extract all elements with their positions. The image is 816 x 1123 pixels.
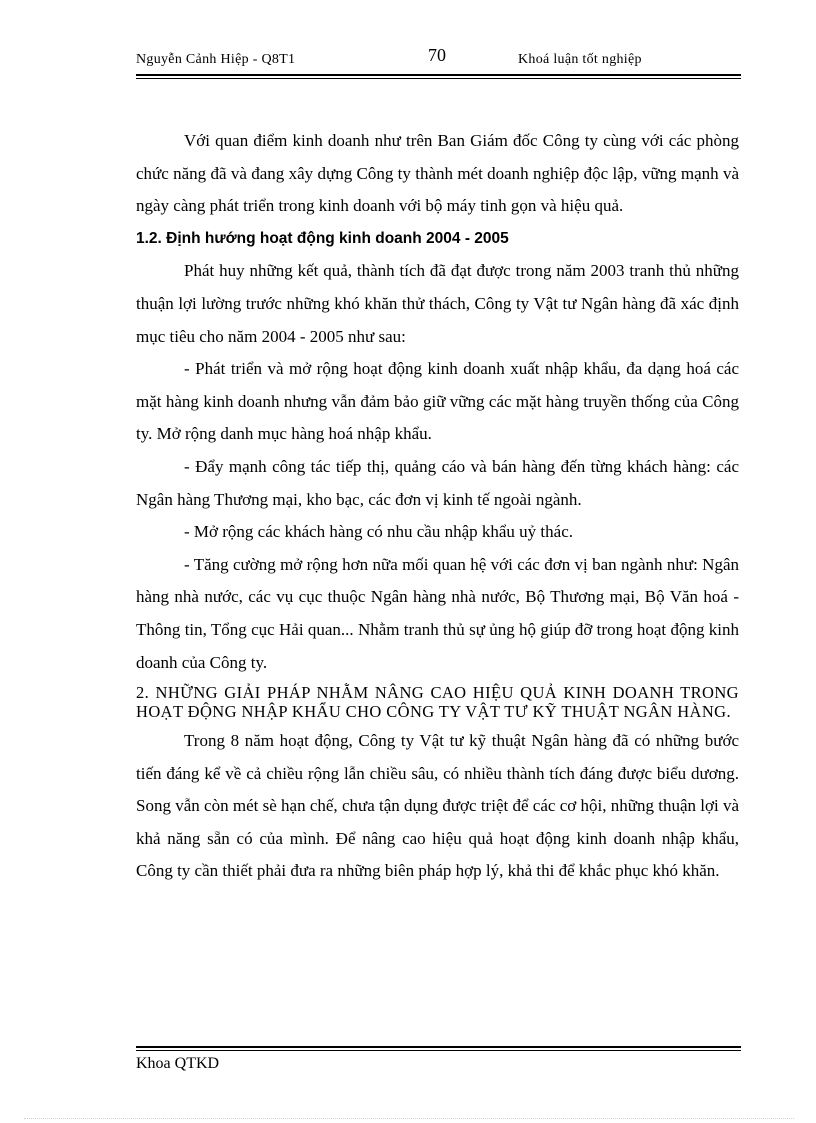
paragraph-solutions: Trong 8 năm hoạt động, Công ty Vật tư kỹ thuật Ngân hàng đã có những bước tiến đáng kể về cả chiều rộng lẫn chiều sâu, có nhiều thành tích đáng được biểu dương. Song vẫn còn mét sè hạn chế, chưa tận dụng được triệt để các cơ hội, những thuận lợi và khả năng sẵn có của mình. Để nâng cao hiệu quả hoạt động kinh doanh nhập khẩu, Công ty cần thiết phải đưa ra những biên pháp hợp lý, khả thi để khắc phục khó khăn. [136,731,739,881]
footer-rule [136,1046,741,1051]
paragraph-goals: Phát huy những kết quả, thành tích đã đạt được trong năm 2003 tranh thủ những thuận lợi lường trước những khó khăn thử thách, Công ty Vật tư Ngân hàng đã xác định mục tiêu cho năm 2004 - 2005 như sau: [136,261,739,346]
page-header [136,44,741,74]
header-author: Nguyễn Cảnh Hiệp - Q8T1 [136,52,296,67]
bullet-item-1: - Phát triển và mở rộng hoạt động kinh doanh xuất nhập khẩu, đa dạng hoá các mặt hàng kinh doanh nhưng vẫn đảm bảo giữ vững các mặt hàng truyền thống của Công ty. Mở rộng danh mục hàng hoá nhập khẩu. [136,359,739,444]
bullet-item-4: - Tăng cường mở rộng hơn nữa mối quan hệ với các đơn vị ban ngành như: Ngân hàng nhà nước, các vụ cục thuộc Ngân hàng nhà nước, Bộ Thương mại, Bộ Văn hoá - Thông tin, Tổng cục Hải quan... Nhằm tranh thủ sự ủng hộ giúp đỡ trong hoạt động kinh doanh của Công ty. [136,554,739,672]
header-title: Khoá luận tốt nghiệp [518,52,642,67]
paragraph-intro: Với quan điểm kinh doanh như trên Ban Giám đốc Công ty cùng với các phòng chức năng đã và đang xây dựng Công ty thành mét doanh nghiệp độc lập, vững mạnh và ngày càng phát triển trong kinh doanh với bộ máy tinh gọn và hiệu quả. [136,131,739,216]
section-heading-1-2: 1.2. Định hướng hoạt động kinh doanh 2004 - 2005 [136,229,509,247]
header-rule [136,74,741,79]
section-heading-2: 2. NHỮNG GIẢI PHÁP NHẰM NÂNG CAO HIỆU QUẢ KINH DOANH TRONG HOẠT ĐỘNG NHẬP KHẨU CHO CÔNG TY VẬT TƯ KỸ THUẬT NGÂN HÀNG. [136,683,739,722]
bullet-item-2: - Đẩy mạnh công tác tiếp thị, quảng cáo và bán hàng đến từng khách hàng: các Ngân hàng Thương mại, kho bạc, các đơn vị kinh tế ngoài ngành. [136,456,739,509]
footer-faculty: Khoa QTKD [136,1055,220,1072]
document-body [136,125,739,888]
page-number: 70 [428,45,446,65]
page-edge-divider [24,1118,794,1119]
bullet-item-3: - Mở rộng các khách hàng có nhu cầu nhập khẩu uỷ thác. [184,522,573,542]
